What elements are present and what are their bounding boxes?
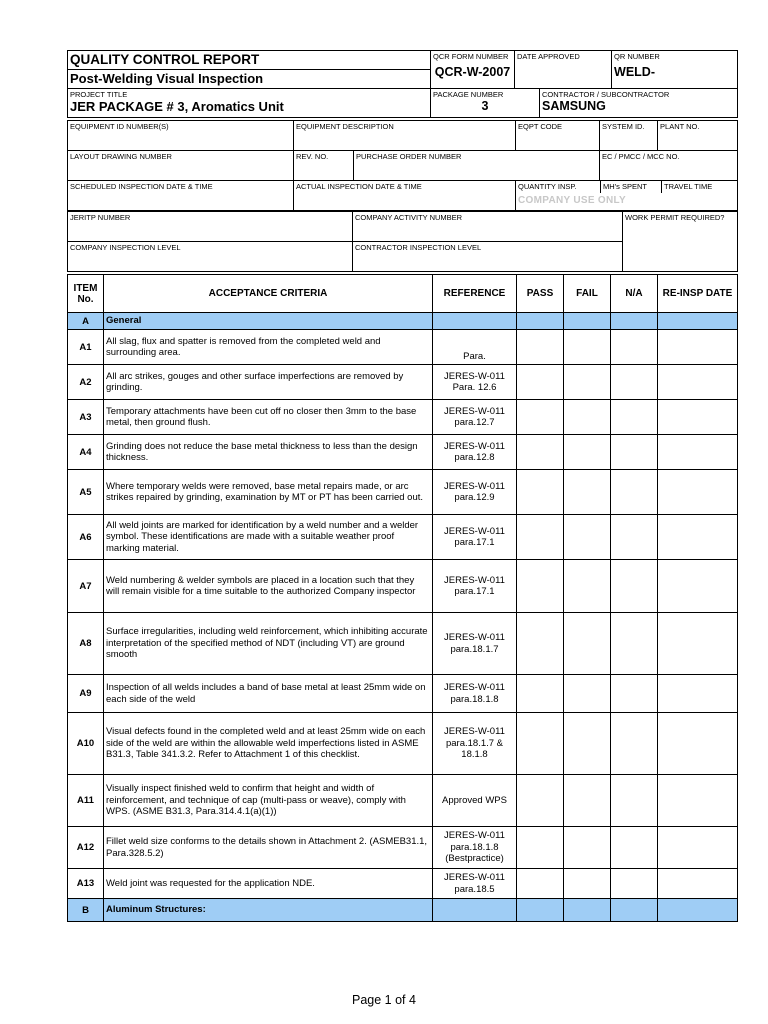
fail-checkbox[interactable] xyxy=(564,330,611,365)
contractor-label: CONTRACTOR / SUBCONTRACTOR xyxy=(542,90,670,99)
contractor-insp-level-cell[interactable] xyxy=(353,242,623,272)
reinsp-date-field[interactable] xyxy=(658,613,738,675)
fail-checkbox[interactable] xyxy=(564,435,611,470)
reinsp-date-field[interactable] xyxy=(658,675,738,713)
table-row xyxy=(68,365,738,400)
equipment-id-cell[interactable] xyxy=(68,121,294,151)
plant-no-label: PLANT NO. xyxy=(660,122,700,131)
company-activity-label: COMPANY ACTIVITY NUMBER xyxy=(355,213,463,222)
qr-number-label: QR NUMBER xyxy=(614,52,660,61)
actual-date-label: ACTUAL INSPECTION DATE & TIME xyxy=(296,182,422,191)
section-b-item: B xyxy=(68,899,104,922)
reference-text: JERES-W-011 para.18.1.7 & 18.1.8 xyxy=(433,713,517,775)
project-title-cell xyxy=(68,89,431,118)
criteria-text: All weld joints are marked for identification by a weld number and a welder symbol. These identifications are made with a suitable weather proof marking material. xyxy=(104,515,433,560)
item-number: A2 xyxy=(68,365,104,400)
layout-drawing-cell[interactable] xyxy=(68,151,294,181)
reinsp-date-field[interactable] xyxy=(658,827,738,869)
work-permit-cell[interactable] xyxy=(623,212,738,272)
system-id-cell[interactable] xyxy=(600,121,658,151)
criteria-text: Weld joint was requested for the application NDE. xyxy=(104,869,433,899)
mh-spent-label: MH's SPENT xyxy=(600,181,661,193)
na-checkbox[interactable] xyxy=(611,435,658,470)
table-row xyxy=(68,775,738,827)
criteria-text: Temporary attachments have been cut off no closer then 3mm to the base metal, then ground flush. xyxy=(104,400,433,435)
date-approved-label: DATE APPROVED xyxy=(517,52,580,61)
criteria-text: All arc strikes, gouges and other surface imperfections are removed by grinding. xyxy=(104,365,433,400)
item-number: A11 xyxy=(68,775,104,827)
reinsp-date-field[interactable] xyxy=(658,330,738,365)
package-number-label: PACKAGE NUMBER xyxy=(433,90,504,99)
criteria-text: Weld numbering & welder symbols are placed in a location such that they will remain visible for a time suitable to the authorized Company inspector xyxy=(104,560,433,613)
work-permit-label: WORK PERMIT REQUIRED? xyxy=(625,213,725,222)
reference-text: Approved WPS xyxy=(433,775,517,827)
pass-checkbox[interactable] xyxy=(517,713,564,775)
fail-checkbox[interactable] xyxy=(564,713,611,775)
pass-checkbox[interactable] xyxy=(517,400,564,435)
pass-checkbox[interactable] xyxy=(517,560,564,613)
fail-checkbox[interactable] xyxy=(564,365,611,400)
reference-text: JERES-W-011 para.18.1.8 xyxy=(433,675,517,713)
rev-no-cell[interactable] xyxy=(294,151,354,181)
eqpt-code-label: EQPT CODE xyxy=(518,122,563,131)
report-title-cell xyxy=(68,51,431,70)
contractor-cell xyxy=(540,89,738,118)
table-row xyxy=(68,560,738,613)
scheduled-date-cell[interactable] xyxy=(68,181,294,211)
package-number: 3 xyxy=(481,99,489,113)
na-checkbox[interactable] xyxy=(611,675,658,713)
reinsp-date-field[interactable] xyxy=(658,560,738,613)
reinsp-date-field[interactable] xyxy=(658,515,738,560)
qr-number-cell xyxy=(612,51,738,89)
quantity-insp-label: QUANTITY INSP. xyxy=(518,182,577,191)
section-row-b xyxy=(68,899,738,922)
reference-text: JERES-W-011 para.12.7 xyxy=(433,400,517,435)
na-checkbox[interactable] xyxy=(611,400,658,435)
na-checkbox[interactable] xyxy=(611,713,658,775)
reinsp-date-field[interactable] xyxy=(658,869,738,899)
travel-time-label: TRAVEL TIME xyxy=(661,181,737,193)
actual-date-cell[interactable] xyxy=(294,181,516,211)
item-number: A12 xyxy=(68,827,104,869)
reinsp-date-field[interactable] xyxy=(658,713,738,775)
table-row xyxy=(68,827,738,869)
plant-no-cell[interactable] xyxy=(658,121,738,151)
project-title-label: PROJECT TITLE xyxy=(70,90,128,99)
table-row xyxy=(68,470,738,515)
table-row xyxy=(68,515,738,560)
fail-checkbox[interactable] xyxy=(564,515,611,560)
pass-checkbox[interactable] xyxy=(517,869,564,899)
table-row xyxy=(68,869,738,899)
fail-checkbox[interactable] xyxy=(564,827,611,869)
system-id-label: SYSTEM ID. xyxy=(602,122,645,131)
purchase-order-label: PURCHASE ORDER NUMBER xyxy=(356,152,462,161)
permit-info-table xyxy=(67,211,738,272)
reference-text: JERES-W-011 para.18.1.7 xyxy=(433,613,517,675)
reference-text: JERES-W-011 para.12.9 xyxy=(433,470,517,515)
item-number: A6 xyxy=(68,515,104,560)
project-title: JER PACKAGE # 3, Aromatics Unit xyxy=(70,99,284,114)
criteria-text: Surface irregularities, including weld reinforcement, which inhibiting accurate interpretation of the specified method of NDT (including VT) are ground smooth xyxy=(104,613,433,675)
reinsp-date-field[interactable] xyxy=(658,435,738,470)
na-checkbox[interactable] xyxy=(611,613,658,675)
company-use-cell xyxy=(516,181,738,211)
pass-checkbox[interactable] xyxy=(517,365,564,400)
scheduled-date-label: SCHEDULED INSPECTION DATE & TIME xyxy=(70,182,213,191)
report-subtitle: Post-Welding Visual Inspection xyxy=(70,71,264,86)
report-title: QUALITY CONTROL REPORT xyxy=(70,52,260,67)
na-checkbox[interactable] xyxy=(611,330,658,365)
ec-pmcc-label: EC / PMCC / MCC NO. xyxy=(602,152,680,161)
criteria-text: Inspection of all welds includes a band of base metal at least 25mm wide on each side of the weld xyxy=(104,675,433,713)
reference-text: JERES-W-011 Para. 12.6 xyxy=(433,365,517,400)
pass-checkbox[interactable] xyxy=(517,470,564,515)
criteria-text: Grinding does not reduce the base metal thickness to less than the design thickness. xyxy=(104,435,433,470)
item-number: A13 xyxy=(68,869,104,899)
col-na-header: N/A xyxy=(611,275,658,313)
pass-checkbox[interactable] xyxy=(517,775,564,827)
qcr-form-number: QCR-W-2007 xyxy=(434,65,511,79)
na-checkbox[interactable] xyxy=(611,515,658,560)
equipment-description-cell[interactable] xyxy=(294,121,516,151)
equipment-description-label: EQUIPMENT DESCRIPTION xyxy=(296,122,394,131)
table-row xyxy=(68,330,738,365)
rev-no-label: REV. NO. xyxy=(296,152,329,161)
ec-pmcc-cell[interactable] xyxy=(600,151,738,181)
table-row xyxy=(68,435,738,470)
item-number: A5 xyxy=(68,470,104,515)
equipment-id-label: EQUIPMENT ID NUMBER(S) xyxy=(70,122,169,131)
item-number: A1 xyxy=(68,330,104,365)
purchase-order-cell[interactable] xyxy=(354,151,600,181)
criteria-text: Visually inspect finished weld to confirm that height and width of reinforcement, and technique of cap (multi-pass or weave), comply with WPS. (ASME B31.3, Para.314.4.1(a)(1)) xyxy=(104,775,433,827)
report-subtitle-cell xyxy=(68,70,431,89)
col-pass-header: PASS xyxy=(517,275,564,313)
reinsp-date-field[interactable] xyxy=(658,470,738,515)
item-number: A8 xyxy=(68,613,104,675)
criteria-text: Where temporary welds were removed, base metal repairs made, or arc strikes repaired by grinding, examination by MT or PT has been carried out. xyxy=(104,470,433,515)
criteria-text: All slag, flux and spatter is removed from the completed weld and surrounding area. xyxy=(104,330,433,365)
item-number: A10 xyxy=(68,713,104,775)
col-fail-header: FAIL xyxy=(564,275,611,313)
fail-checkbox[interactable] xyxy=(564,400,611,435)
reference-text: JERES-W-011 para.12.8 xyxy=(433,435,517,470)
qc-report-sheet xyxy=(67,50,737,922)
reinsp-date-field[interactable] xyxy=(658,775,738,827)
pass-checkbox[interactable] xyxy=(517,435,564,470)
col-reinsp-header: RE-INSP DATE xyxy=(658,275,738,313)
company-use-only-text: COMPANY USE ONLY xyxy=(518,195,626,206)
company-activity-cell[interactable] xyxy=(353,212,623,242)
item-number: A7 xyxy=(68,560,104,613)
table-row xyxy=(68,613,738,675)
checklist-header-row xyxy=(68,275,738,313)
section-a-item: A xyxy=(68,313,104,330)
acceptance-checklist-table xyxy=(67,274,738,922)
jeritp-number-cell[interactable] xyxy=(68,212,353,242)
na-checkbox[interactable] xyxy=(611,470,658,515)
equipment-info-table xyxy=(67,120,738,211)
reference-text: JERES-W-011 para.17.1 xyxy=(433,515,517,560)
section-b-title: Aluminum Structures: xyxy=(104,899,433,922)
fail-checkbox[interactable] xyxy=(564,613,611,675)
na-checkbox[interactable] xyxy=(611,869,658,899)
na-checkbox[interactable] xyxy=(611,827,658,869)
section-row-a xyxy=(68,313,738,330)
layout-drawing-label: LAYOUT DRAWING NUMBER xyxy=(70,152,172,161)
pass-checkbox[interactable] xyxy=(517,613,564,675)
section-a-title: General xyxy=(104,313,433,330)
reference-text: JERES-W-011 para.17.1 xyxy=(433,560,517,613)
pass-checkbox[interactable] xyxy=(517,827,564,869)
item-number: A4 xyxy=(68,435,104,470)
pass-checkbox[interactable] xyxy=(517,675,564,713)
report-header-table xyxy=(67,50,738,118)
fail-checkbox[interactable] xyxy=(564,560,611,613)
reference-text: JERES-W-011 para.18.1.8 (Bestpractice) xyxy=(433,827,517,869)
col-reference-header: REFERENCE xyxy=(433,275,517,313)
date-approved-cell xyxy=(515,51,612,89)
table-row xyxy=(68,713,738,775)
reference-text: JERES-W-011 para.18.5 xyxy=(433,869,517,899)
col-item-header: ITEM No. xyxy=(68,275,104,313)
na-checkbox[interactable] xyxy=(611,365,658,400)
fail-checkbox[interactable] xyxy=(564,470,611,515)
fail-checkbox[interactable] xyxy=(564,775,611,827)
criteria-text: Fillet weld size conforms to the details shown in Attachment 2. (ASMEB31.1, Para.328.5.2) xyxy=(104,827,433,869)
company-insp-level-label: COMPANY INSPECTION LEVEL xyxy=(70,243,181,252)
eqpt-code-cell[interactable] xyxy=(516,121,600,151)
pass-checkbox[interactable] xyxy=(517,330,564,365)
reinsp-date-field[interactable] xyxy=(658,365,738,400)
page-number: Page 1 of 4 xyxy=(352,993,416,1007)
col-criteria-header: ACCEPTANCE CRITERIA xyxy=(104,275,433,313)
reinsp-date-field[interactable] xyxy=(658,400,738,435)
qcr-form-number-label: QCR FORM NUMBER xyxy=(433,52,509,61)
company-insp-level-cell[interactable] xyxy=(68,242,353,272)
na-checkbox[interactable] xyxy=(611,775,658,827)
jeritp-number-label: JERITP NUMBER xyxy=(70,213,131,222)
contractor-name: SAMSUNG xyxy=(542,99,606,113)
reference-text: Para. xyxy=(433,330,517,365)
qcr-form-number-cell xyxy=(431,51,515,89)
table-row xyxy=(68,400,738,435)
item-number: A9 xyxy=(68,675,104,713)
criteria-text: Visual defects found in the completed weld and at least 25mm wide on each side of the weld are within the allowable weld imperfections listed in ASME B31.3, Table 341.3.2. Refer to Attachment 1 of this checklist. xyxy=(104,713,433,775)
qr-number: WELD- xyxy=(614,65,655,79)
contractor-insp-level-label: CONTRACTOR INSPECTION LEVEL xyxy=(355,243,482,252)
table-row xyxy=(68,675,738,713)
item-number: A3 xyxy=(68,400,104,435)
package-number-cell xyxy=(431,89,540,118)
pass-checkbox[interactable] xyxy=(517,515,564,560)
fail-checkbox[interactable] xyxy=(564,675,611,713)
fail-checkbox[interactable] xyxy=(564,869,611,899)
na-checkbox[interactable] xyxy=(611,560,658,613)
